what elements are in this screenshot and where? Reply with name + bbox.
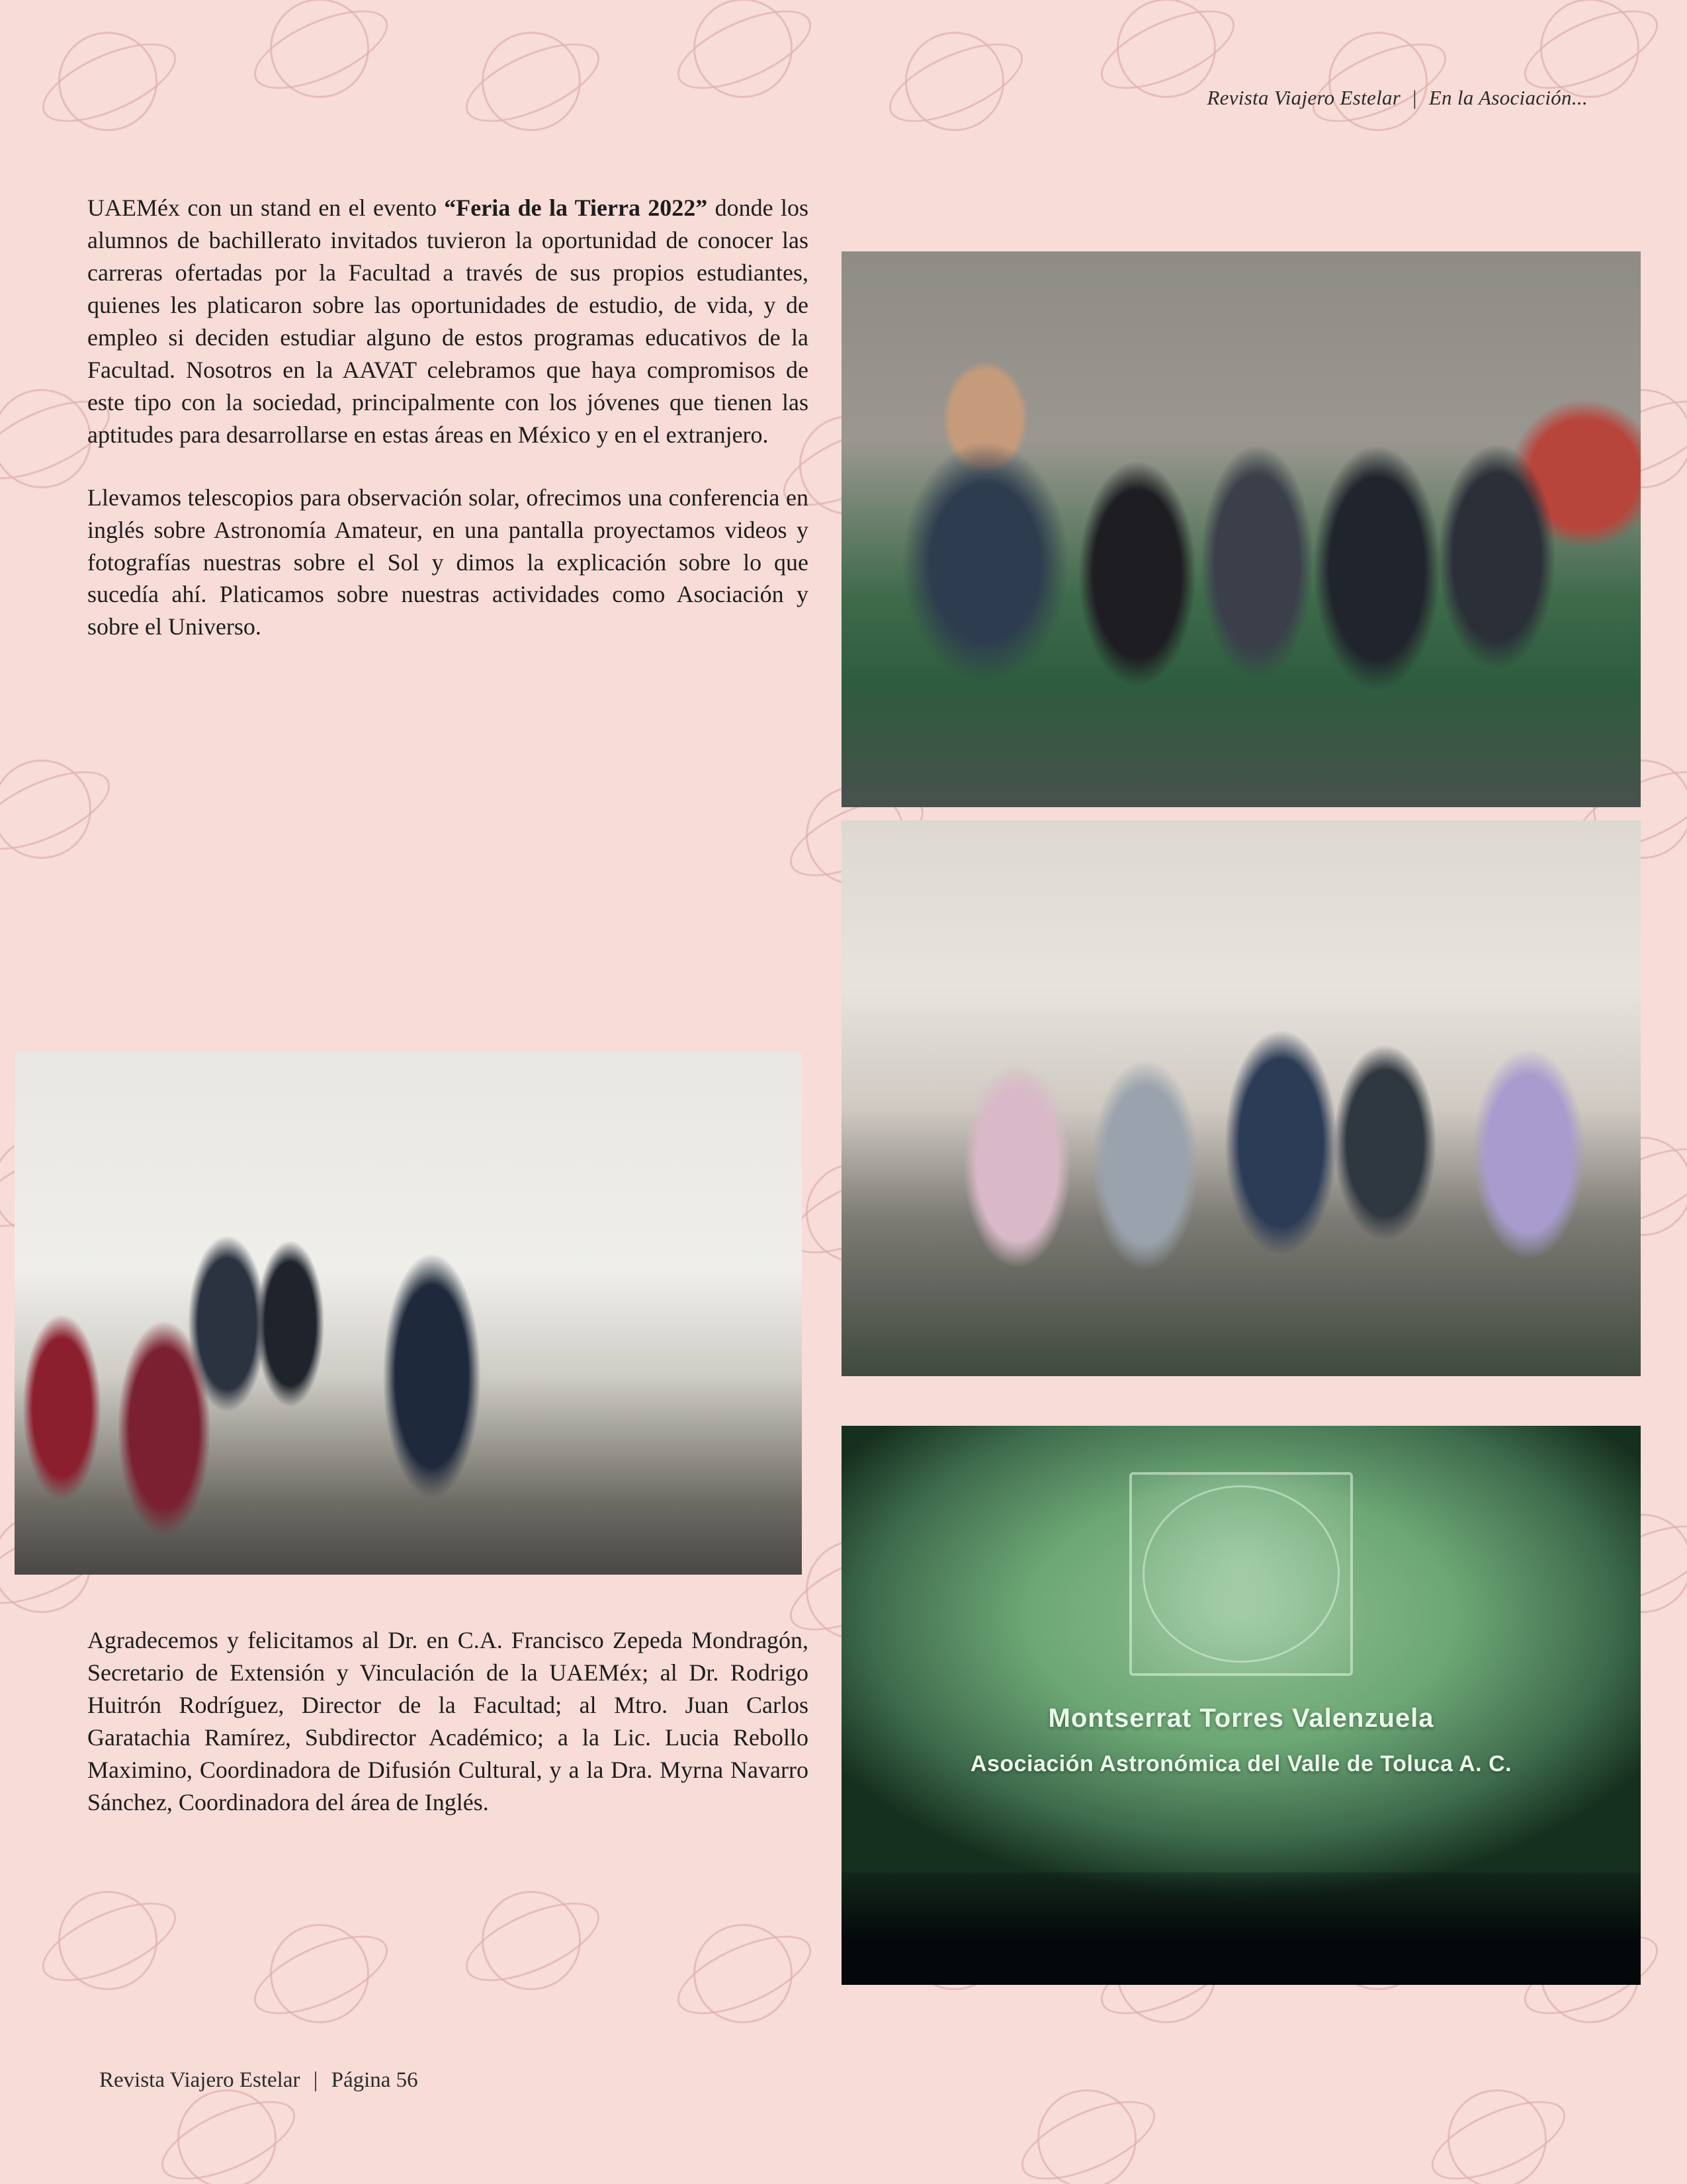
planet-icon [251,1905,390,2044]
paragraph-1-part-1: UAEMéx con un stand en el evento [87,195,445,221]
photo-planetario-domo [842,1426,1641,1985]
paragraph-2: Llevamos telescopios para observación solar, ofrecimos una conferencia en inglés sobre Astronomía Amateur, en una pantalla proyectamos videos y fotografías nuestras sobre el Sol y dimos la explicación sobre lo que sucedía ahí. Platicamos sobre nuestras actividades como Asociación y sobre el Universo. [87,484,808,640]
footer-magazine-title: Revista Viajero Estelar [99,2068,300,2092]
footer-page-number: Página 56 [331,2068,418,2092]
aavat-logo-icon [1129,1472,1353,1676]
paragraph-1 [87,192,808,451]
header-separator: | [1412,86,1417,109]
planet-icon [40,13,179,152]
paragraph-3: Agradecemos y felicitamos al Dr. en C.A. Francisco Zepeda Mondragón, Secretario de Extensión y Vinculación de la UAEMéx; al Dr. Rodrigo Huitrón Rodríguez, Director de la Facultad; al Mtro. Juan Carlos Garatachia Ramírez, Subdirector Académico; a la Lic. Lucia Rebollo Maximino, Coordinadora de Difusión Cultural, y a la Dra. Myrna Navarro Sánchez, Coordinadora del área de Inglés. [87,1627,808,1815]
photo-feria-stand-image [842,251,1641,807]
planet-icon [463,13,602,152]
paragraph-1-part-2: donde los alumnos de bachillerato invitados tuvieron la oportunidad de conocer las carreras ofertadas por la Facultad a través de sus propios estudiantes, quienes les platicaron sobre las oportunidades de estudio, de vida, y de empleo si deciden estudiar alguno de estos programas educativos de la Facultad. Nosotros en la AAVAT celebramos que haya compromisos de este tipo con la sociedad, principalmente con los jóvenes que tienen las aptitudes para desarrollarse en estas áreas en México y en el extranjero. [87,195,808,448]
planet-icon [40,1872,179,2011]
projected-speaker-name: Montserrat Torres Valenzuela [1048,1704,1434,1733]
running-header [1207,86,1588,110]
planet-icon [1429,2071,1568,2184]
dome-floor-shadow [842,1872,1641,1985]
planet-icon [675,0,814,119]
planet-icon [463,1872,602,2011]
event-name-bold: “Feria de la Tierra 2022” [444,195,708,221]
planet-icon [887,13,1025,152]
planet-icon [1310,13,1449,152]
photo-feria-stand [842,251,1641,807]
photo-telescopio-image [15,1052,802,1575]
footer-separator: | [313,2068,318,2092]
header-section-title: En la Asociación... [1428,86,1588,109]
photo-carpa-estudiantes [842,820,1641,1376]
text-column-lower [87,1624,808,1849]
text-column-upper [87,192,808,674]
projected-organization-name: Asociación Astronómica del Valle de Toluca A. C. [970,1751,1512,1776]
planet-icon [0,741,112,880]
planet-icon [251,0,390,119]
planet-icon [675,1905,814,2044]
header-magazine-title: Revista Viajero Estelar [1207,86,1401,109]
running-footer [99,2068,418,2093]
photo-planetario-domo-image [842,1426,1641,1985]
planet-icon [1019,2071,1158,2184]
photo-carpa-estudiantes-image [842,820,1641,1376]
photo-telescopio [15,1052,802,1575]
